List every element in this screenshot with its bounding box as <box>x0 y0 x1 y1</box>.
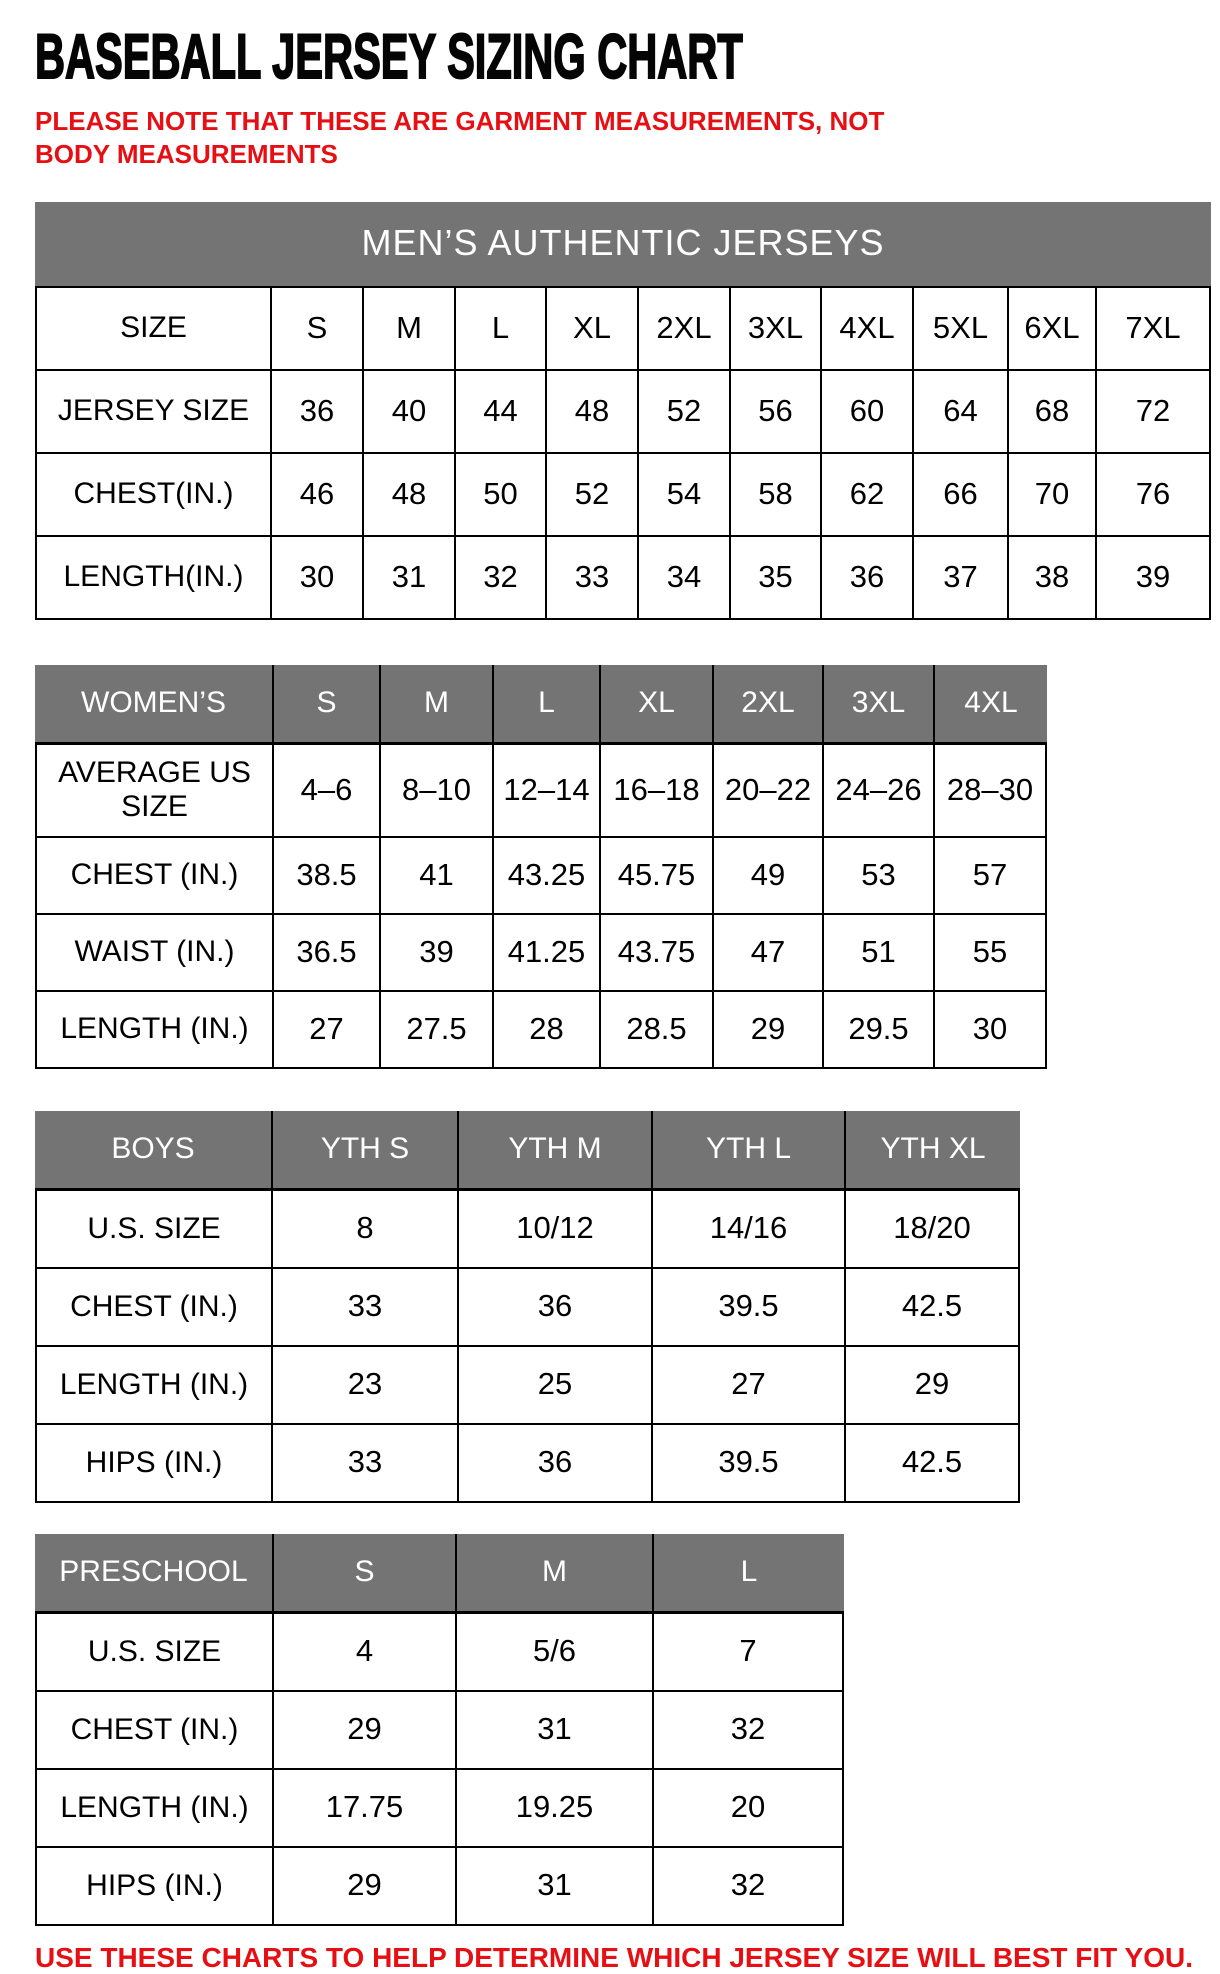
value-cell: 16–18 <box>601 745 714 838</box>
value-cell: 56 <box>731 371 822 454</box>
value-cell: 31 <box>457 1692 654 1770</box>
value-cell: 19.25 <box>457 1770 654 1848</box>
column-header-cell: YTH XL <box>846 1111 1020 1191</box>
value-cell: 36 <box>272 371 364 454</box>
value-cell: 60 <box>822 371 914 454</box>
value-cell: 32 <box>456 537 547 620</box>
value-cell: XL <box>547 288 639 371</box>
column-header-cell: L <box>654 1534 844 1614</box>
column-header-cell: 3XL <box>824 665 935 745</box>
value-cell: 5/6 <box>457 1614 654 1692</box>
row-label-cell: HIPS (IN.) <box>35 1848 274 1926</box>
value-cell: 53 <box>824 838 935 915</box>
value-cell: 33 <box>273 1425 459 1503</box>
column-header-cell: S <box>274 665 381 745</box>
value-cell: 17.75 <box>274 1770 457 1848</box>
value-cell: 36 <box>459 1425 653 1503</box>
column-header-cell: XL <box>601 665 714 745</box>
value-cell: 34 <box>639 537 731 620</box>
value-cell: 33 <box>547 537 639 620</box>
value-cell: 52 <box>639 371 731 454</box>
value-cell: 40 <box>364 371 456 454</box>
value-cell: 47 <box>714 915 824 992</box>
value-cell: 46 <box>272 454 364 537</box>
value-cell: 29.5 <box>824 992 935 1069</box>
page-title: BASEBALL JERSEY SIZING CHART <box>35 22 743 92</box>
value-cell: 48 <box>547 371 639 454</box>
row-label-cell: LENGTH (IN.) <box>35 1347 273 1425</box>
value-cell: 6XL <box>1009 288 1097 371</box>
column-header-cell: M <box>381 665 494 745</box>
mens-sizing-table <box>35 202 1200 620</box>
row-label-cell: SIZE <box>35 288 272 371</box>
table-header-label: WOMEN’S <box>35 665 274 745</box>
value-cell: 68 <box>1009 371 1097 454</box>
value-cell: 32 <box>654 1692 844 1770</box>
value-cell: 44 <box>456 371 547 454</box>
value-cell: 64 <box>914 371 1009 454</box>
value-cell: 28.5 <box>601 992 714 1069</box>
table-header-label: BOYS <box>35 1111 273 1191</box>
value-cell: 39 <box>381 915 494 992</box>
value-cell: 52 <box>547 454 639 537</box>
row-label-cell: LENGTH (IN.) <box>35 992 274 1069</box>
column-header-cell: YTH L <box>653 1111 846 1191</box>
value-cell: 23 <box>273 1347 459 1425</box>
value-cell: 62 <box>822 454 914 537</box>
value-cell: 76 <box>1097 454 1211 537</box>
row-label-cell: U.S. SIZE <box>35 1191 273 1269</box>
value-cell: 27 <box>274 992 381 1069</box>
value-cell: 48 <box>364 454 456 537</box>
row-label-cell: CHEST (IN.) <box>35 1692 274 1770</box>
row-label-cell: AVERAGE US SIZE <box>35 745 274 838</box>
womens-sizing-table <box>35 665 1200 1069</box>
value-cell: 20–22 <box>714 745 824 838</box>
value-cell: 25 <box>459 1347 653 1425</box>
value-cell: 10/12 <box>459 1191 653 1269</box>
value-cell: 45.75 <box>601 838 714 915</box>
value-cell: 37 <box>914 537 1009 620</box>
value-cell: 35 <box>731 537 822 620</box>
value-cell: 29 <box>714 992 824 1069</box>
preschool-sizing-table <box>35 1534 1200 1926</box>
boys-sizing-table <box>35 1111 1200 1503</box>
row-label-cell: CHEST (IN.) <box>35 838 274 915</box>
value-cell: 7 <box>654 1614 844 1692</box>
table-banner: MEN’S AUTHENTIC JERSEYS <box>35 202 1211 288</box>
value-cell: 39 <box>1097 537 1211 620</box>
value-cell: 4 <box>274 1614 457 1692</box>
value-cell: 49 <box>714 838 824 915</box>
column-header-cell: S <box>274 1534 457 1614</box>
value-cell: 29 <box>846 1347 1020 1425</box>
column-header-cell: 4XL <box>935 665 1047 745</box>
value-cell: 20 <box>654 1770 844 1848</box>
row-label-cell: CHEST (IN.) <box>35 1269 273 1347</box>
value-cell: 31 <box>364 537 456 620</box>
value-cell: 43.25 <box>494 838 601 915</box>
row-label-cell: LENGTH(IN.) <box>35 537 272 620</box>
value-cell: 43.75 <box>601 915 714 992</box>
value-cell: 28 <box>494 992 601 1069</box>
value-cell: 30 <box>935 992 1047 1069</box>
value-cell: S <box>272 288 364 371</box>
value-cell: 41.25 <box>494 915 601 992</box>
column-header-cell: 2XL <box>714 665 824 745</box>
garment-measurement-note: PLEASE NOTE THAT THESE ARE GARMENT MEASUREMENTS, NOT BODY MEASUREMENTS <box>35 106 885 170</box>
value-cell: 39.5 <box>653 1269 846 1347</box>
value-cell: 42.5 <box>846 1269 1020 1347</box>
value-cell: 51 <box>824 915 935 992</box>
value-cell: 42.5 <box>846 1425 1020 1503</box>
column-header-cell: L <box>494 665 601 745</box>
row-label-cell: HIPS (IN.) <box>35 1425 273 1503</box>
value-cell: 8–10 <box>381 745 494 838</box>
value-cell: 55 <box>935 915 1047 992</box>
row-label-cell: LENGTH (IN.) <box>35 1770 274 1848</box>
row-label-cell: JERSEY SIZE <box>35 371 272 454</box>
value-cell: 70 <box>1009 454 1097 537</box>
value-cell: 38.5 <box>274 838 381 915</box>
fit-advice-footer: USE THESE CHARTS TO HELP DETERMINE WHICH JERSEY SIZE WILL BEST FIT YOU. <box>35 1941 1193 1973</box>
column-header-cell: YTH S <box>273 1111 459 1191</box>
value-cell: 24–26 <box>824 745 935 838</box>
value-cell: 5XL <box>914 288 1009 371</box>
column-header-cell: YTH M <box>459 1111 653 1191</box>
value-cell: 36 <box>822 537 914 620</box>
value-cell: 3XL <box>731 288 822 371</box>
value-cell: 29 <box>274 1692 457 1770</box>
value-cell: 27 <box>653 1347 846 1425</box>
value-cell: 29 <box>274 1848 457 1926</box>
value-cell: M <box>364 288 456 371</box>
value-cell: 30 <box>272 537 364 620</box>
value-cell: 58 <box>731 454 822 537</box>
value-cell: L <box>456 288 547 371</box>
row-label-cell: WAIST (IN.) <box>35 915 274 992</box>
table-header-label: PRESCHOOL <box>35 1534 274 1614</box>
value-cell: 28–30 <box>935 745 1047 838</box>
value-cell: 4XL <box>822 288 914 371</box>
value-cell: 66 <box>914 454 1009 537</box>
value-cell: 7XL <box>1097 288 1211 371</box>
value-cell: 4–6 <box>274 745 381 838</box>
value-cell: 33 <box>273 1269 459 1347</box>
value-cell: 31 <box>457 1848 654 1926</box>
value-cell: 41 <box>381 838 494 915</box>
value-cell: 32 <box>654 1848 844 1926</box>
column-header-cell: M <box>457 1534 654 1614</box>
value-cell: 14/16 <box>653 1191 846 1269</box>
value-cell: 39.5 <box>653 1425 846 1503</box>
row-label-cell: CHEST(IN.) <box>35 454 272 537</box>
row-label-cell: U.S. SIZE <box>35 1614 274 1692</box>
value-cell: 36 <box>459 1269 653 1347</box>
value-cell: 54 <box>639 454 731 537</box>
value-cell: 2XL <box>639 288 731 371</box>
value-cell: 12–14 <box>494 745 601 838</box>
value-cell: 8 <box>273 1191 459 1269</box>
value-cell: 27.5 <box>381 992 494 1069</box>
value-cell: 36.5 <box>274 915 381 992</box>
value-cell: 50 <box>456 454 547 537</box>
value-cell: 57 <box>935 838 1047 915</box>
value-cell: 18/20 <box>846 1191 1020 1269</box>
value-cell: 38 <box>1009 537 1097 620</box>
value-cell: 72 <box>1097 371 1211 454</box>
